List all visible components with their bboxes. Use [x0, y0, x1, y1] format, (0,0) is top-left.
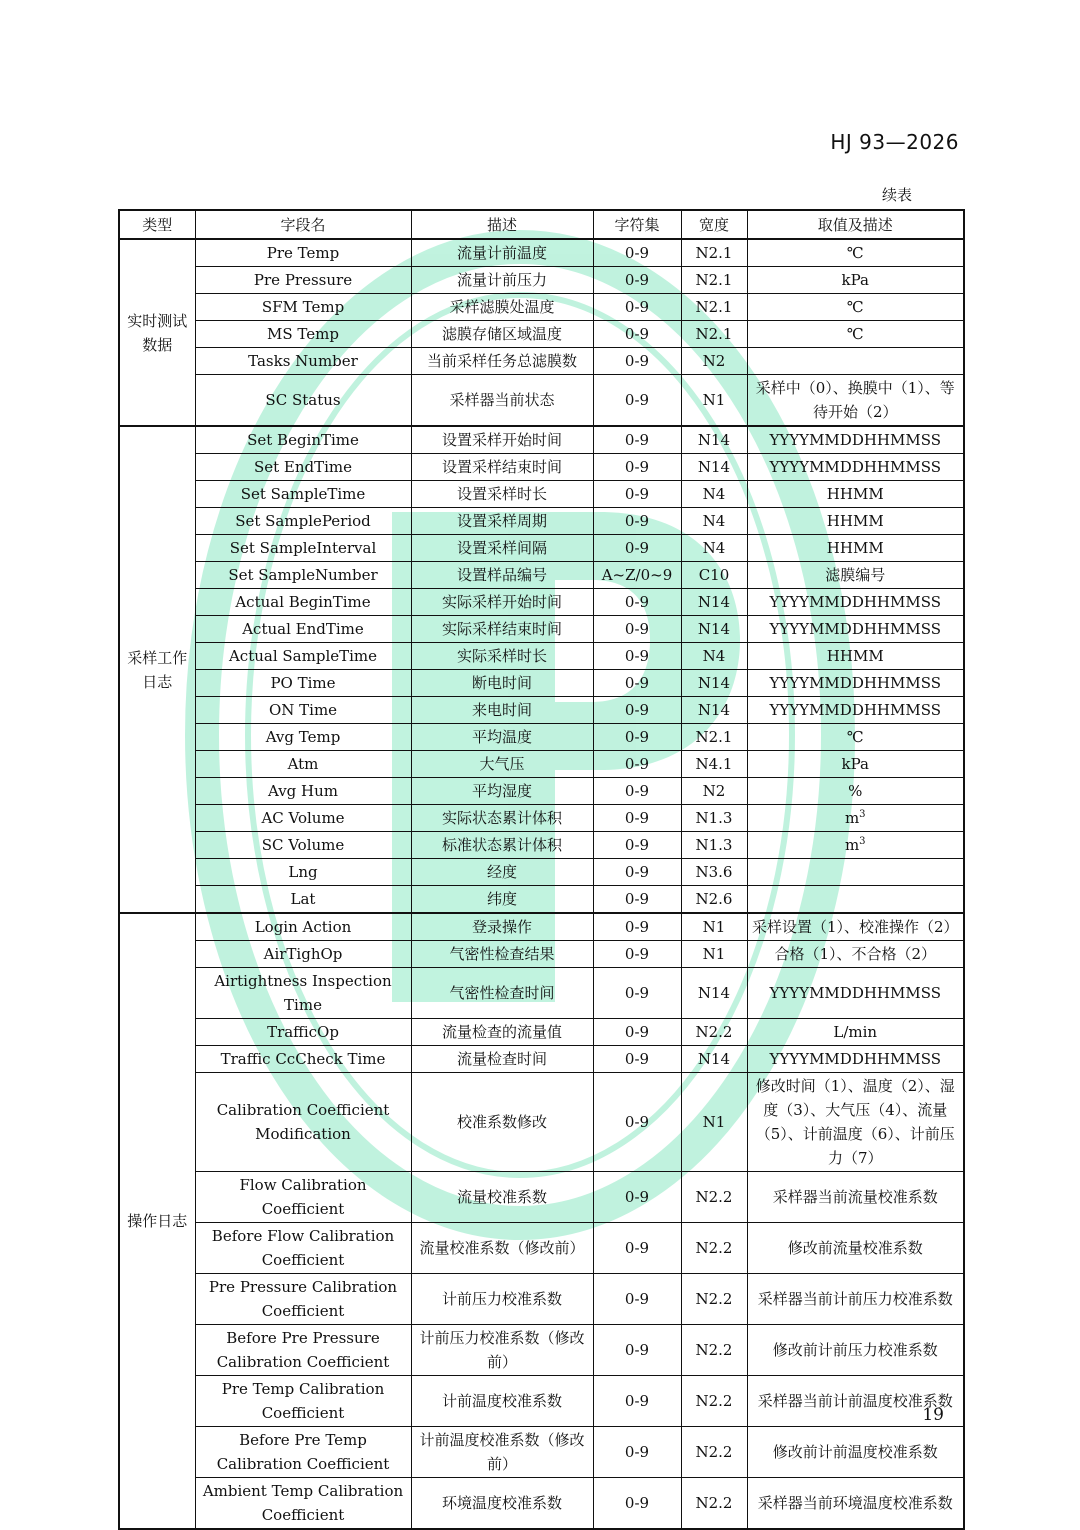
value-description-cell: [747, 697, 964, 724]
charset-cell: 0-9: [593, 267, 681, 294]
charset-cell: 0-9: [593, 375, 681, 427]
field-name-cell: Traffic CcCheck Time: [195, 1046, 411, 1073]
field-name-cell: AirTighOp: [195, 941, 411, 968]
page-number: 19: [922, 1405, 944, 1425]
field-name-cell: Pre Temp: [195, 239, 411, 267]
table-row: [119, 375, 964, 427]
value-description-cell: [747, 508, 964, 535]
width-cell: N14: [681, 697, 747, 724]
table-header-row: [119, 210, 964, 239]
description-cell: 标准状态累计体积: [411, 832, 593, 859]
width-cell: N2.2: [681, 1376, 747, 1427]
charset-cell: 0-9: [593, 239, 681, 267]
group-type-label: 采样工作日志: [119, 426, 195, 913]
charset-cell: 0-9: [593, 1073, 681, 1172]
field-name-cell: Actual SampleTime: [195, 643, 411, 670]
description-cell: 计前温度校准系数（修改前）: [411, 1427, 593, 1478]
table-row: [119, 616, 964, 643]
description-cell: 实际采样时长: [411, 643, 593, 670]
field-name-cell: Set SampleInterval: [195, 535, 411, 562]
value-description-cell: [747, 454, 964, 481]
width-cell: N2.2: [681, 1427, 747, 1478]
field-name-cell: Set SampleNumber: [195, 562, 411, 589]
field-name-cell: Set SamplePeriod: [195, 508, 411, 535]
description-cell: 环境温度校准系数: [411, 1478, 593, 1530]
value-text: 采样器当前计前温度校准系数: [757, 1392, 953, 1410]
value-description-cell: [747, 1223, 964, 1274]
column-header: 取值及描述: [747, 210, 964, 239]
value-description-cell: [747, 267, 964, 294]
charset-cell: 0-9: [593, 616, 681, 643]
value-text: ℃: [846, 244, 864, 262]
charset-cell: 0-9: [593, 1478, 681, 1530]
value-description-cell: [747, 348, 964, 375]
field-name-cell: Pre Pressure Calibration Coefficient: [195, 1274, 411, 1325]
value-text: HHMM: [826, 512, 884, 530]
width-cell: N4.1: [681, 751, 747, 778]
value-description-cell: [747, 805, 964, 832]
table-row: [119, 294, 964, 321]
field-name-cell: Set SampleTime: [195, 481, 411, 508]
table-row: [119, 481, 964, 508]
field-name-cell: Before Flow Calibration Coefficient: [195, 1223, 411, 1274]
width-cell: N2: [681, 778, 747, 805]
width-cell: N2.2: [681, 1172, 747, 1223]
description-cell: 校准系数修改: [411, 1073, 593, 1172]
value-text: 采样设置（1）、校准操作（2）: [751, 918, 959, 936]
charset-cell: 0-9: [593, 913, 681, 941]
value-description-cell: [747, 913, 964, 941]
field-name-cell: Airtightness Inspection Time: [195, 968, 411, 1019]
value-text: YYYYMMDDHHMMSS: [769, 431, 942, 449]
charset-cell: 0-9: [593, 643, 681, 670]
width-cell: N2.1: [681, 321, 747, 348]
value-description-cell: [747, 426, 964, 454]
field-name-cell: TrafficOp: [195, 1019, 411, 1046]
charset-cell: 0-9: [593, 1046, 681, 1073]
description-cell: 流量计前压力: [411, 267, 593, 294]
table-row: [119, 589, 964, 616]
charset-cell: 0-9: [593, 697, 681, 724]
charset-cell: 0-9: [593, 805, 681, 832]
table-row: [119, 267, 964, 294]
charset-cell: 0-9: [593, 1274, 681, 1325]
field-name-cell: Atm: [195, 751, 411, 778]
value-text: YYYYMMDDHHMMSS: [769, 620, 942, 638]
description-cell: 纬度: [411, 886, 593, 914]
table-body: [119, 239, 964, 1529]
value-description-cell: [747, 941, 964, 968]
value-text: HHMM: [826, 485, 884, 503]
table-row: [119, 805, 964, 832]
value-text: ℃: [846, 728, 864, 746]
value-description-cell: [747, 1478, 964, 1530]
description-cell: 设置采样开始时间: [411, 426, 593, 454]
width-cell: N2.2: [681, 1223, 747, 1274]
charset-cell: 0-9: [593, 294, 681, 321]
description-cell: 平均温度: [411, 724, 593, 751]
field-name-cell: MS Temp: [195, 321, 411, 348]
field-name-cell: SC Status: [195, 375, 411, 427]
field-name-cell: Actual EndTime: [195, 616, 411, 643]
charset-cell: 0-9: [593, 724, 681, 751]
width-cell: N14: [681, 670, 747, 697]
value-text: ℃: [846, 325, 864, 343]
width-cell: N4: [681, 481, 747, 508]
charset-cell: 0-9: [593, 1172, 681, 1223]
description-cell: 断电时间: [411, 670, 593, 697]
description-cell: 设置采样时长: [411, 481, 593, 508]
value-superscript: 3: [859, 836, 866, 847]
table-row: [119, 778, 964, 805]
charset-cell: 0-9: [593, 670, 681, 697]
value-description-cell: [747, 1325, 964, 1376]
description-cell: 流量计前温度: [411, 239, 593, 267]
width-cell: C10: [681, 562, 747, 589]
charset-cell: 0-9: [593, 348, 681, 375]
charset-cell: 0-9: [593, 1427, 681, 1478]
field-name-cell: ON Time: [195, 697, 411, 724]
field-name-cell: Avg Temp: [195, 724, 411, 751]
charset-cell: 0-9: [593, 454, 681, 481]
table-row: [119, 1376, 964, 1427]
description-cell: 来电时间: [411, 697, 593, 724]
field-name-cell: Pre Pressure: [195, 267, 411, 294]
field-name-cell: Actual BeginTime: [195, 589, 411, 616]
width-cell: N2.2: [681, 1019, 747, 1046]
value-text: 采样器当前流量校准系数: [772, 1188, 938, 1206]
width-cell: N2.2: [681, 1478, 747, 1530]
field-name-cell: Pre Temp Calibration Coefficient: [195, 1376, 411, 1427]
charset-cell: 0-9: [593, 1376, 681, 1427]
table-row: [119, 1172, 964, 1223]
description-cell: 大气压: [411, 751, 593, 778]
charset-cell: 0-9: [593, 859, 681, 886]
charset-cell: 0-9: [593, 589, 681, 616]
field-name-cell: Flow Calibration Coefficient: [195, 1172, 411, 1223]
value-description-cell: [747, 643, 964, 670]
table-row: [119, 643, 964, 670]
description-cell: 实际采样结束时间: [411, 616, 593, 643]
value-description-cell: [747, 239, 964, 267]
charset-cell: 0-9: [593, 1223, 681, 1274]
value-text: 采样器当前环境温度校准系数: [757, 1494, 953, 1512]
value-description-cell: [747, 886, 964, 914]
description-cell: 流量校准系数: [411, 1172, 593, 1223]
width-cell: N2.1: [681, 267, 747, 294]
value-text: 修改前计前温度校准系数: [772, 1443, 938, 1461]
value-text: 采样器当前计前压力校准系数: [757, 1290, 953, 1308]
value-description-cell: [747, 968, 964, 1019]
value-description-cell: [747, 670, 964, 697]
description-cell: 计前压力校准系数（修改前）: [411, 1325, 593, 1376]
table-row: [119, 1046, 964, 1073]
width-cell: N4: [681, 508, 747, 535]
field-name-cell: Calibration Coefficient Modification: [195, 1073, 411, 1172]
charset-cell: 0-9: [593, 535, 681, 562]
description-cell: 实际状态累计体积: [411, 805, 593, 832]
table-row: [119, 1325, 964, 1376]
value-text: 修改前流量校准系数: [787, 1239, 923, 1257]
table-row: [119, 751, 964, 778]
column-header: 字符集: [593, 210, 681, 239]
value-description-cell: [747, 375, 964, 427]
field-name-cell: AC Volume: [195, 805, 411, 832]
value-text: m: [844, 809, 860, 827]
description-cell: 当前采样任务总滤膜数: [411, 348, 593, 375]
field-name-cell: SC Volume: [195, 832, 411, 859]
description-cell: 计前压力校准系数: [411, 1274, 593, 1325]
width-cell: N2.1: [681, 294, 747, 321]
width-cell: N14: [681, 454, 747, 481]
value-description-cell: [747, 589, 964, 616]
field-name-cell: Before Pre Pressure Calibration Coefficient: [195, 1325, 411, 1376]
table-row: [119, 508, 964, 535]
column-header: 描述: [411, 210, 593, 239]
field-name-cell: Tasks Number: [195, 348, 411, 375]
field-spec-table: [118, 209, 965, 1530]
value-description-cell: [747, 1376, 964, 1427]
value-description-cell: [747, 294, 964, 321]
description-cell: 设置采样周期: [411, 508, 593, 535]
value-text: HHMM: [826, 539, 884, 557]
width-cell: N1: [681, 375, 747, 427]
charset-cell: 0-9: [593, 941, 681, 968]
description-cell: 流量检查的流量值: [411, 1019, 593, 1046]
value-text: kPa: [841, 755, 869, 773]
description-cell: 采样器当前状态: [411, 375, 593, 427]
width-cell: N1: [681, 941, 747, 968]
field-name-cell: Set EndTime: [195, 454, 411, 481]
value-text: 修改前计前压力校准系数: [772, 1341, 938, 1359]
table-row: [119, 348, 964, 375]
value-text: YYYYMMDDHHMMSS: [769, 984, 942, 1002]
charset-cell: 0-9: [593, 1019, 681, 1046]
description-cell: 计前温度校准系数: [411, 1376, 593, 1427]
field-name-cell: SFM Temp: [195, 294, 411, 321]
table-row: [119, 535, 964, 562]
table-row: [119, 426, 964, 454]
width-cell: N14: [681, 968, 747, 1019]
charset-cell: 0-9: [593, 832, 681, 859]
value-superscript: 3: [859, 809, 866, 820]
table-row: [119, 1478, 964, 1530]
standard-code: HJ 93—2026: [830, 130, 959, 154]
column-header: 类型: [119, 210, 195, 239]
description-cell: 采样滤膜处温度: [411, 294, 593, 321]
value-text: m: [844, 836, 860, 854]
width-cell: N4: [681, 535, 747, 562]
value-description-cell: [747, 859, 964, 886]
value-description-cell: [747, 1274, 964, 1325]
width-cell: N14: [681, 1046, 747, 1073]
charset-cell: 0-9: [593, 508, 681, 535]
table-row: [119, 1073, 964, 1172]
table-row: [119, 1019, 964, 1046]
description-cell: 平均湿度: [411, 778, 593, 805]
description-cell: 经度: [411, 859, 593, 886]
charset-cell: 0-9: [593, 321, 681, 348]
value-description-cell: [747, 321, 964, 348]
description-cell: 设置采样结束时间: [411, 454, 593, 481]
value-description-cell: [747, 481, 964, 508]
table-row: [119, 562, 964, 589]
charset-cell: 0-9: [593, 1325, 681, 1376]
width-cell: N14: [681, 616, 747, 643]
value-text: HHMM: [826, 647, 884, 665]
value-text: L/min: [833, 1023, 878, 1041]
table-row: [119, 239, 964, 267]
table-row: [119, 454, 964, 481]
width-cell: N1.3: [681, 832, 747, 859]
description-cell: 流量校准系数（修改前）: [411, 1223, 593, 1274]
field-name-cell: Before Pre Temp Calibration Coefficient: [195, 1427, 411, 1478]
field-name-cell: Login Action: [195, 913, 411, 941]
table-row: [119, 886, 964, 914]
description-cell: 流量检查时间: [411, 1046, 593, 1073]
width-cell: N2.1: [681, 239, 747, 267]
width-cell: N14: [681, 589, 747, 616]
value-description-cell: [747, 778, 964, 805]
width-cell: N3.6: [681, 859, 747, 886]
charset-cell: 0-9: [593, 968, 681, 1019]
value-description-cell: [747, 1172, 964, 1223]
value-description-cell: [747, 1046, 964, 1073]
width-cell: N2.2: [681, 1325, 747, 1376]
table-row: [119, 859, 964, 886]
value-description-cell: [747, 751, 964, 778]
charset-cell: 0-9: [593, 426, 681, 454]
width-cell: N2: [681, 348, 747, 375]
value-text: YYYYMMDDHHMMSS: [769, 674, 942, 692]
value-text: YYYYMMDDHHMMSS: [769, 593, 942, 611]
value-text: YYYYMMDDHHMMSS: [769, 458, 942, 476]
value-description-cell: [747, 724, 964, 751]
table-row: [119, 941, 964, 968]
charset-cell: A~Z/0~9: [593, 562, 681, 589]
field-name-cell: PO Time: [195, 670, 411, 697]
charset-cell: 0-9: [593, 778, 681, 805]
value-text: ℃: [846, 298, 864, 316]
table-row: [119, 913, 964, 941]
value-text: 修改时间（1）、温度（2）、湿度（3）、大气压（4）、流量（5）、计前温度（6）、计前压力（7）: [755, 1077, 955, 1167]
width-cell: N1: [681, 1073, 747, 1172]
column-header: 宽度: [681, 210, 747, 239]
column-header: 字段名: [195, 210, 411, 239]
charset-cell: 0-9: [593, 751, 681, 778]
description-cell: 滤膜存储区域温度: [411, 321, 593, 348]
description-cell: 设置样品编号: [411, 562, 593, 589]
table-row: [119, 670, 964, 697]
value-description-cell: [747, 562, 964, 589]
value-description-cell: [747, 832, 964, 859]
field-name-cell: Ambient Temp Calibration Coefficient: [195, 1478, 411, 1530]
table-row: [119, 832, 964, 859]
value-text: kPa: [841, 271, 869, 289]
group-type-label: 操作日志: [119, 913, 195, 1529]
value-description-cell: [747, 1073, 964, 1172]
charset-cell: 0-9: [593, 886, 681, 914]
value-text: %: [848, 782, 863, 800]
table-row: [119, 724, 964, 751]
table-row: [119, 968, 964, 1019]
value-text: 采样中（0）、换膜中（1）、等待开始（2）: [755, 379, 955, 421]
value-description-cell: [747, 1427, 964, 1478]
field-name-cell: Lat: [195, 886, 411, 914]
value-text: YYYYMMDDHHMMSS: [769, 701, 942, 719]
description-cell: 登录操作: [411, 913, 593, 941]
width-cell: N14: [681, 426, 747, 454]
description-cell: 气密性检查结果: [411, 941, 593, 968]
table-row: [119, 321, 964, 348]
group-type-label: 实时测试数据: [119, 239, 195, 426]
value-text: YYYYMMDDHHMMSS: [769, 1050, 942, 1068]
field-name-cell: Set BeginTime: [195, 426, 411, 454]
value-text: 合格（1）、不合格（2）: [774, 945, 937, 963]
table-row: [119, 1274, 964, 1325]
width-cell: N2.1: [681, 724, 747, 751]
width-cell: N4: [681, 643, 747, 670]
width-cell: N2.2: [681, 1274, 747, 1325]
width-cell: N2.6: [681, 886, 747, 914]
description-cell: 实际采样开始时间: [411, 589, 593, 616]
width-cell: N1: [681, 913, 747, 941]
value-description-cell: [747, 535, 964, 562]
description-cell: 设置采样间隔: [411, 535, 593, 562]
width-cell: N1.3: [681, 805, 747, 832]
value-description-cell: [747, 616, 964, 643]
continued-label: 续表: [881, 186, 912, 204]
charset-cell: 0-9: [593, 481, 681, 508]
value-text: 滤膜编号: [825, 566, 886, 584]
field-name-cell: Avg Hum: [195, 778, 411, 805]
field-name-cell: Lng: [195, 859, 411, 886]
table-row: [119, 1223, 964, 1274]
value-description-cell: [747, 1019, 964, 1046]
table-row: [119, 1427, 964, 1478]
table-row: [119, 697, 964, 724]
description-cell: 气密性检查时间: [411, 968, 593, 1019]
